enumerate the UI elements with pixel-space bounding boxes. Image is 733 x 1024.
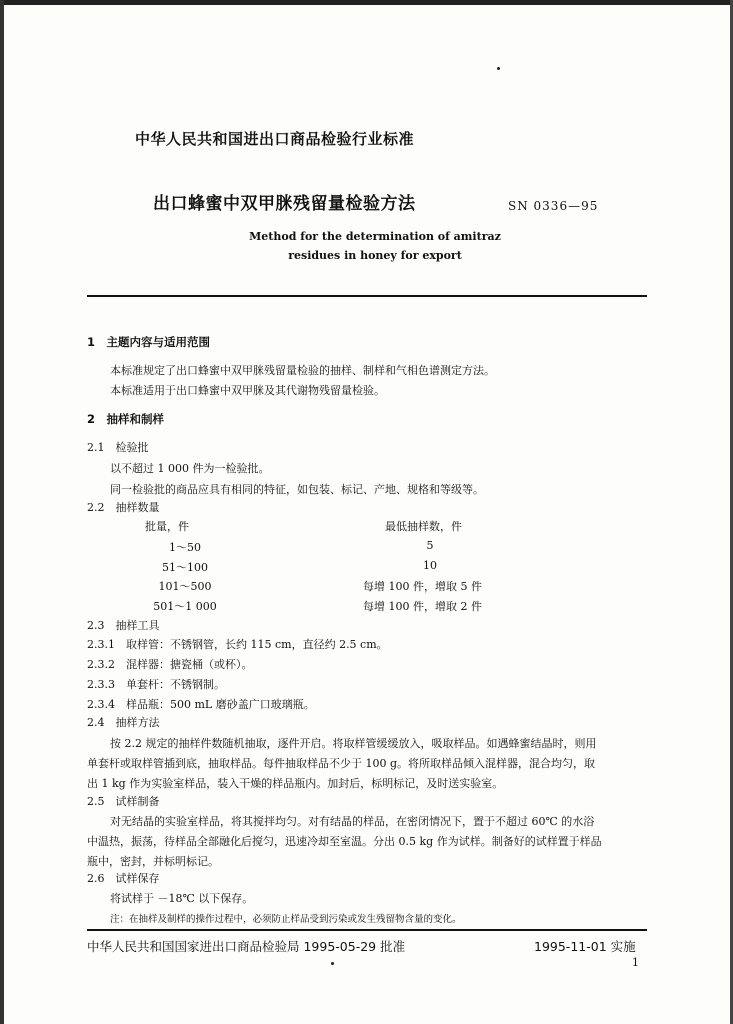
section-2-1-paragraph-2: 同一检验批的商品应具有相同的特征，如包装、标记、产地、规格和等级等。 (110, 483, 484, 496)
section-2-3-item: 2.3.1 取样管：不锈钢管，长约 115 cm，直径约 2.5 cm。 (87, 638, 388, 651)
section-2-3-item: 2.3.3 单套杆：不锈钢制。 (87, 678, 225, 691)
document-title: 出口蜂蜜中双甲脒残留量检验方法 (153, 194, 416, 214)
section-2-6-paragraph: 将试样于 －18℃ 以下保存。 (110, 892, 254, 905)
header-divider (87, 295, 647, 297)
section-2-3-item: 2.3.2 混样器：搪瓷桶（或杯）。 (87, 658, 253, 671)
english-title-line2: residues in honey for export (288, 249, 462, 262)
table-cell-lot: 501～1 000 (153, 600, 217, 613)
section-2-5-line: 中温热，振荡，待样品全部融化后搅匀，迅速冷却至室温。分出 0.5 kg 作为试样。制备好的试样置于样品 (87, 835, 602, 848)
section-1-paragraph-2: 本标准适用于出口蜂蜜中双甲脒及其代谢物残留量检验。 (110, 384, 385, 397)
standard-number: SN 0336—95 (508, 199, 599, 213)
section-1-heading: 1 主题内容与适用范围 (87, 335, 211, 349)
table-cell-lot: 1～50 (169, 541, 201, 554)
table-cell-samples: 每增 100 件，增取 2 件 (363, 600, 482, 613)
page-number: 1 (632, 956, 639, 969)
section-2-1-heading: 2.1 检验批 (87, 441, 149, 454)
section-2-3-heading: 2.3 抽样工具 (87, 619, 160, 632)
table-cell-lot: 51～100 (162, 561, 208, 574)
scan-speck (497, 67, 500, 70)
table-cell-samples: 10 (423, 559, 437, 572)
section-2-4-line: 单套杆或取样管插到底，抽取样品。每件抽取样品不少于 100 g。将所取样品倾入混样器，混合均匀，取 (87, 757, 596, 770)
section-2-heading: 2 抽样和制样 (87, 412, 165, 426)
section-2-4-line: 按 2.2 规定的抽样件数随机抽取，逐件开启。将取样管缓缓放入，吸取样品。如遇蜂蜜结晶时，则用 (110, 737, 597, 750)
section-1-paragraph-1: 本标准规定了出口蜂蜜中双甲脒残留量检验的抽样、制样和气相色谱测定方法。 (110, 364, 495, 377)
table-cell-lot: 101～500 (158, 580, 212, 593)
section-2-4-heading: 2.4 抽样方法 (87, 716, 160, 729)
section-2-4-line: 出 1 kg 作为实验室样品，装入干燥的样品瓶内。加封后，标明标记，及时送实验室。 (87, 777, 504, 790)
section-2-5-line: 瓶中，密封，并标明标记。 (87, 855, 219, 868)
table-header-min-samples: 最低抽样数，件 (385, 520, 462, 533)
approval-statement: 中华人民共和国国家进出口商品检验局 1995-05-29 批准 (87, 939, 406, 954)
table-cell-samples: 5 (426, 539, 434, 552)
sampling-note: 注：在抽样及制样的操作过程中，必须防止样品受到污染或发生残留物含量的变化。 (110, 914, 462, 925)
implementation-date: 1995-11-01 实施 (534, 939, 636, 954)
section-2-6-heading: 2.6 试样保存 (87, 872, 160, 885)
section-2-1-paragraph-1: 以不超过 1 000 件为一检验批。 (110, 462, 270, 475)
scan-speck (331, 962, 334, 965)
table-header-lot: 批量，件 (145, 520, 189, 533)
section-2-3-item: 2.3.4 样品瓶：500 mL 磨砂盖广口玻璃瓶。 (87, 698, 315, 711)
section-2-2-heading: 2.2 抽样数量 (87, 501, 160, 514)
section-2-5-heading: 2.5 试样制备 (87, 795, 160, 808)
issuing-organization: 中华人民共和国进出口商品检验行业标准 (135, 130, 415, 148)
scan-edge-top (0, 0, 733, 5)
section-2-5-line: 对无结晶的实验室样品，将其搅拌均匀。对有结晶的样品，在密闭情况下，置于不超过 60℃ 的水浴 (110, 815, 595, 828)
english-title-line1: Method for the determination of amitraz (249, 230, 501, 243)
footer-divider (87, 929, 647, 931)
scan-edge-left (0, 0, 4, 1024)
table-cell-samples: 每增 100 件，增取 5 件 (363, 580, 482, 593)
